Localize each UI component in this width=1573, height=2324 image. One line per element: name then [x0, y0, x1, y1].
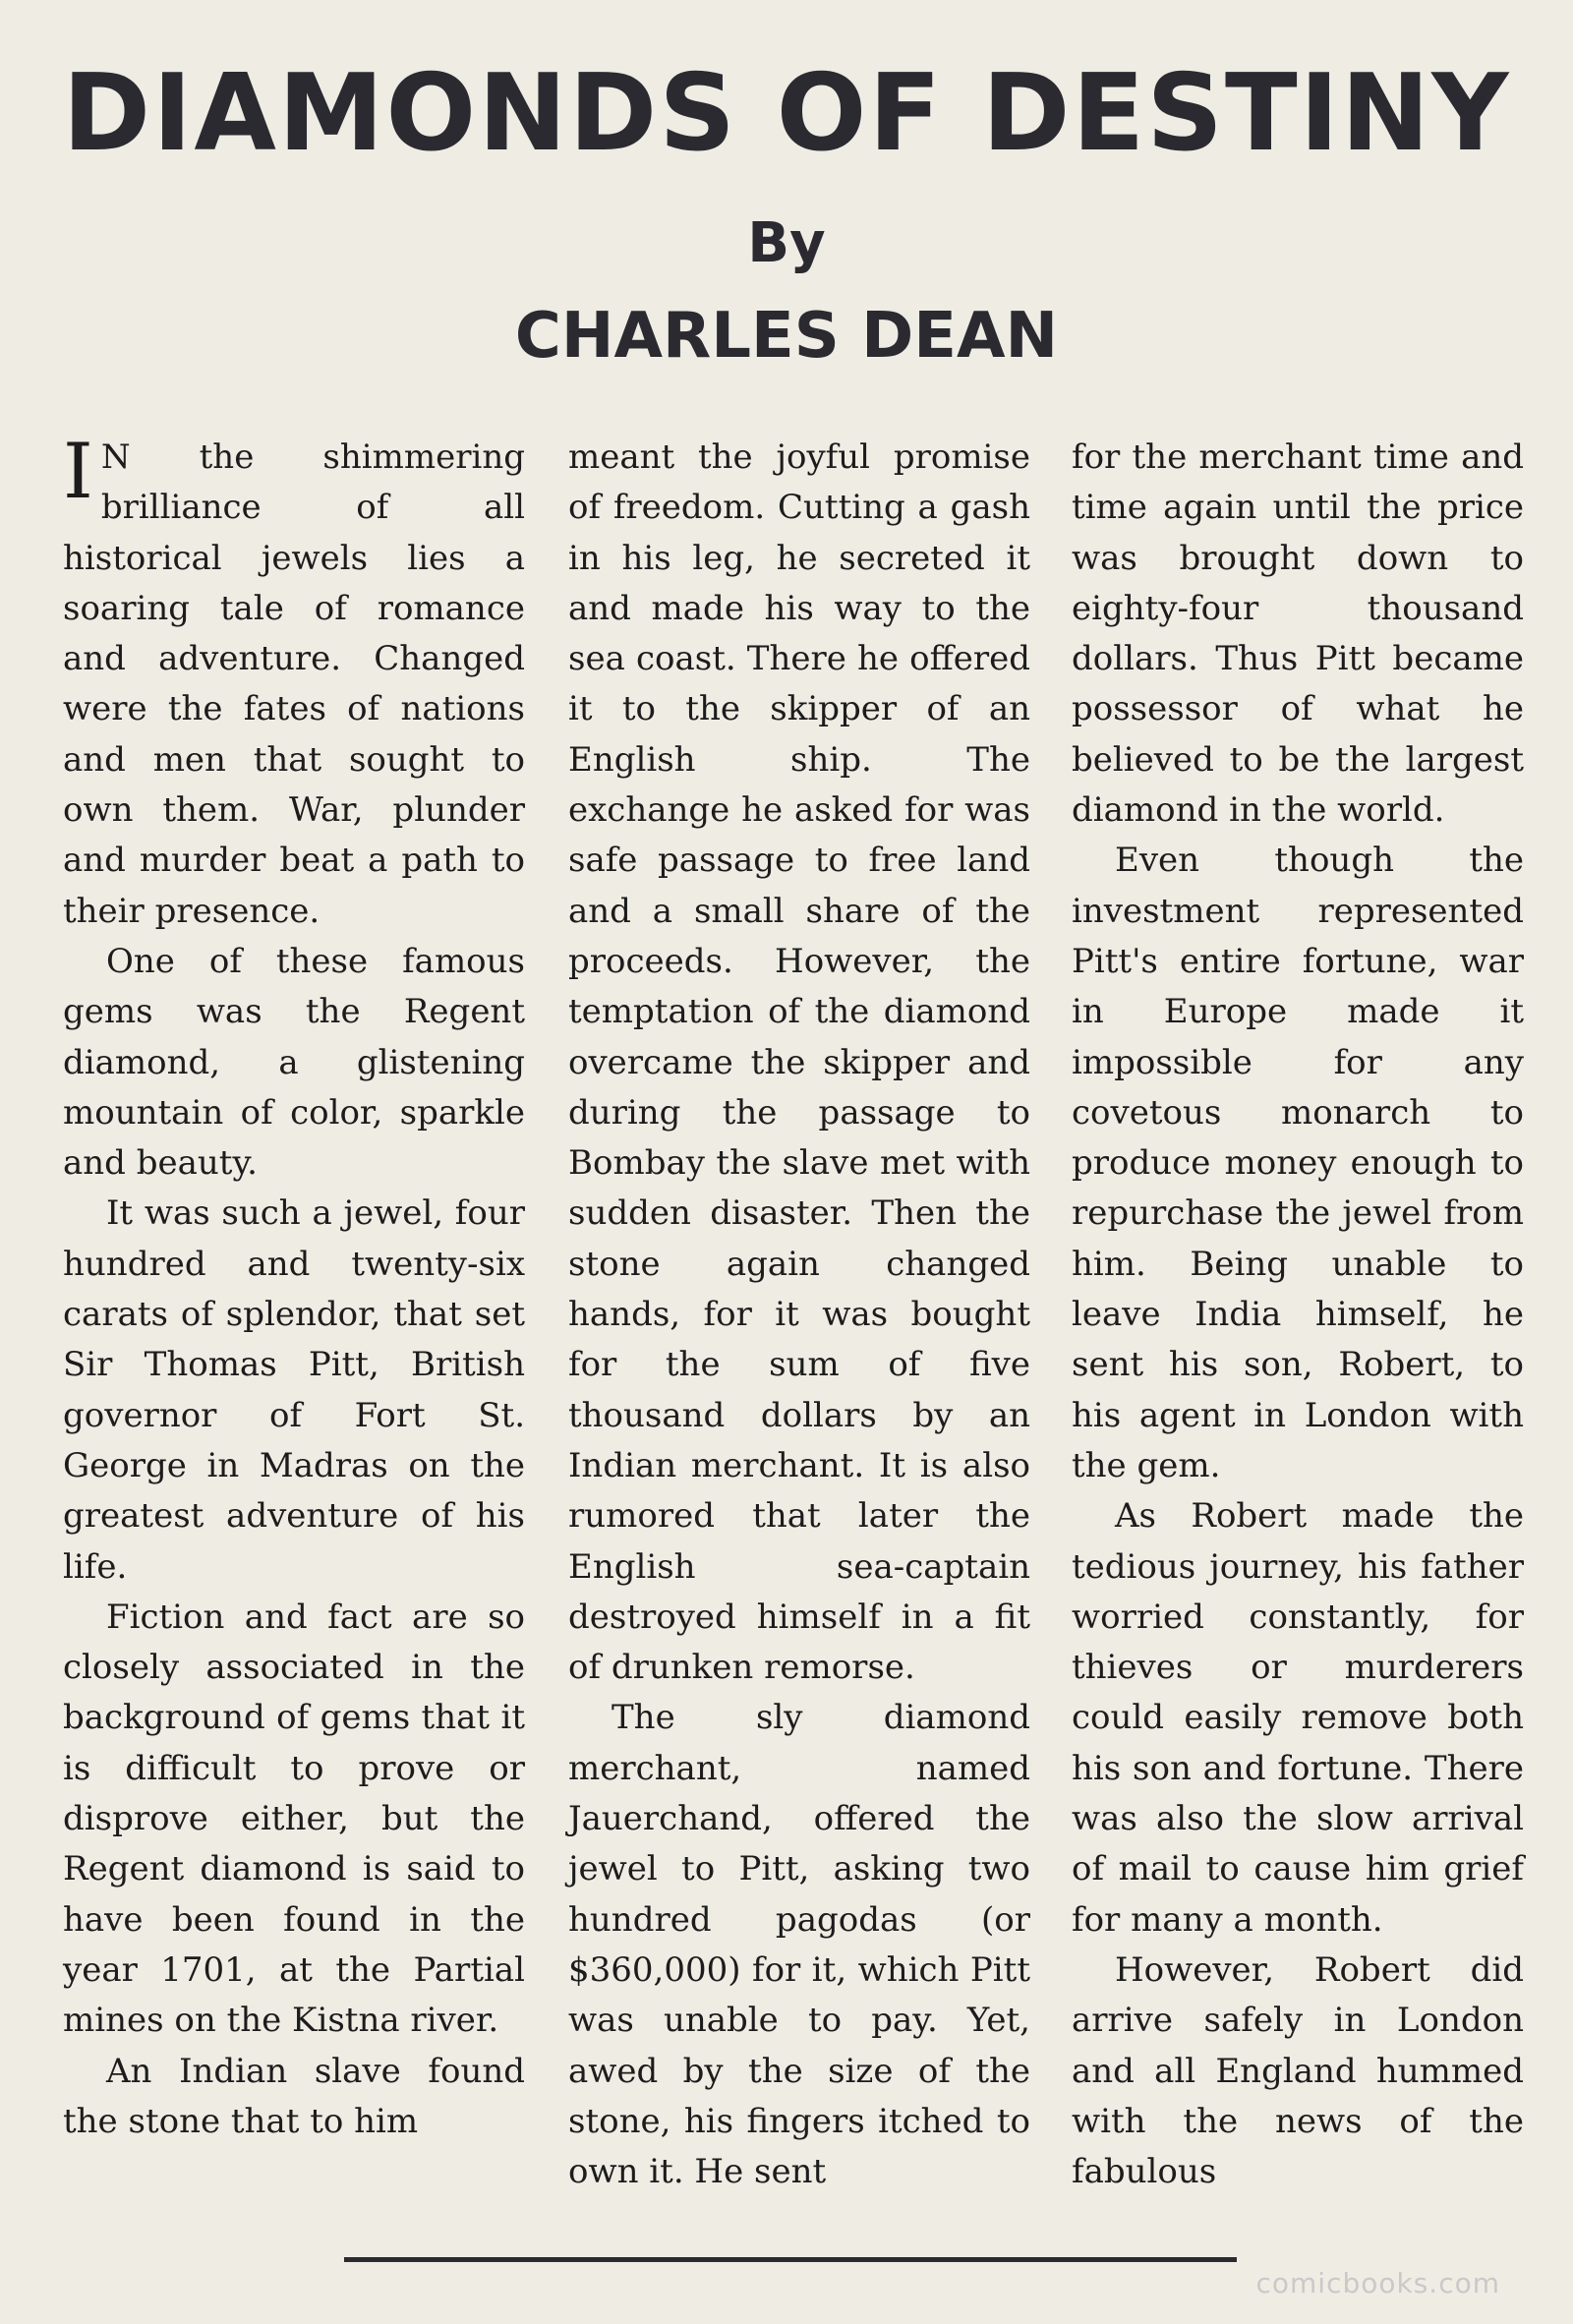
paragraph: The sly diamond merchant, named Jauerchand, offered the jewel to Pitt, asking two hundred pagodas (or $360,000) for it, which Pitt was unable to pay. Yet, awed by the size of the stone, his fingers itched to own it. He sent [568, 1698, 1030, 2192]
author-name: CHARLES DEAN [514, 300, 1059, 373]
drop-cap: I [63, 428, 93, 516]
text-column-3 [1072, 433, 1524, 2197]
paragraph: for the merchant time and time again until the price was brought down to eighty-four thousand dollars. Thus Pitt became possessor of what he believed to be the largest diamond in the world. [1072, 437, 1524, 831]
paragraph [63, 428, 525, 937]
text-column-1 [63, 428, 525, 2147]
paragraph: Fiction and fact are so closely associated in the background of gems that it is difficult to prove or disprove either, but the Regent diamond is said to have been found in the year 1701, at the Partial mines on the Kistna river. [63, 1597, 525, 2041]
watermark: comicbooks.com [1255, 2267, 1500, 2299]
paragraph: However, Robert did arrive safely in London and all England hummed with the news of the fabulous [1072, 1949, 1524, 2192]
paragraph-text: N the shimmering brilliance of all historical jewels lies a soaring tale of romance and adventure. Changed were the fates of nations and men that sought to own them. War, plunder and murder beat a path to their presence. [63, 437, 525, 931]
paragraph: As Robert made the tedious journey, his father worried constantly, for thieves or murderers could easily remove both his son and fortune. There was also the slow arrival of mail to cause him grief for many a month. [1072, 1496, 1524, 1940]
byline: By [747, 211, 826, 275]
paragraph: Even though the investment represented Pitt's entire fortune, war in Europe made it impossible for any covetous monarch to produce money enough to repurchase the jewel from him. Being unable to leave India himself, he sent his son, Robert, to his agent in London with the gem. [1072, 841, 1524, 1485]
paragraph: It was such a jewel, four hundred and twenty-six carats of splendor, that set Sir Thomas Pitt, British governor of Fort St. George in Madras on the greatest adventure of his life. [63, 1193, 525, 1587]
paragraph: One of these famous gems was the Regent diamond, a glistening mountain of color, sparkle and beauty. [63, 941, 525, 1184]
paragraph: meant the joyful promise of freedom. Cutting a gash in his leg, he secreted it and made his way to the sea coast. There he offered it to the skipper of an English ship. The exchange he asked for was safe passage to free land and a small share of the proceeds. However, the temptation of the diamond overcame the skipper and during the passage to Bombay the slave met with sudden disaster. Then the stone again changed hands, for it was bought for the sum of five thousand dollars by an Indian merchant. It is also rumored that later the English sea-captain destroyed himself in a fit of drunken remorse. [568, 437, 1030, 1688]
footer-rule [344, 2257, 1237, 2262]
article-title: DIAMONDS OF DESTINY [62, 52, 1511, 175]
paragraph: An Indian slave found the stone that to him [63, 2051, 525, 2141]
text-column-2 [568, 433, 1030, 2197]
